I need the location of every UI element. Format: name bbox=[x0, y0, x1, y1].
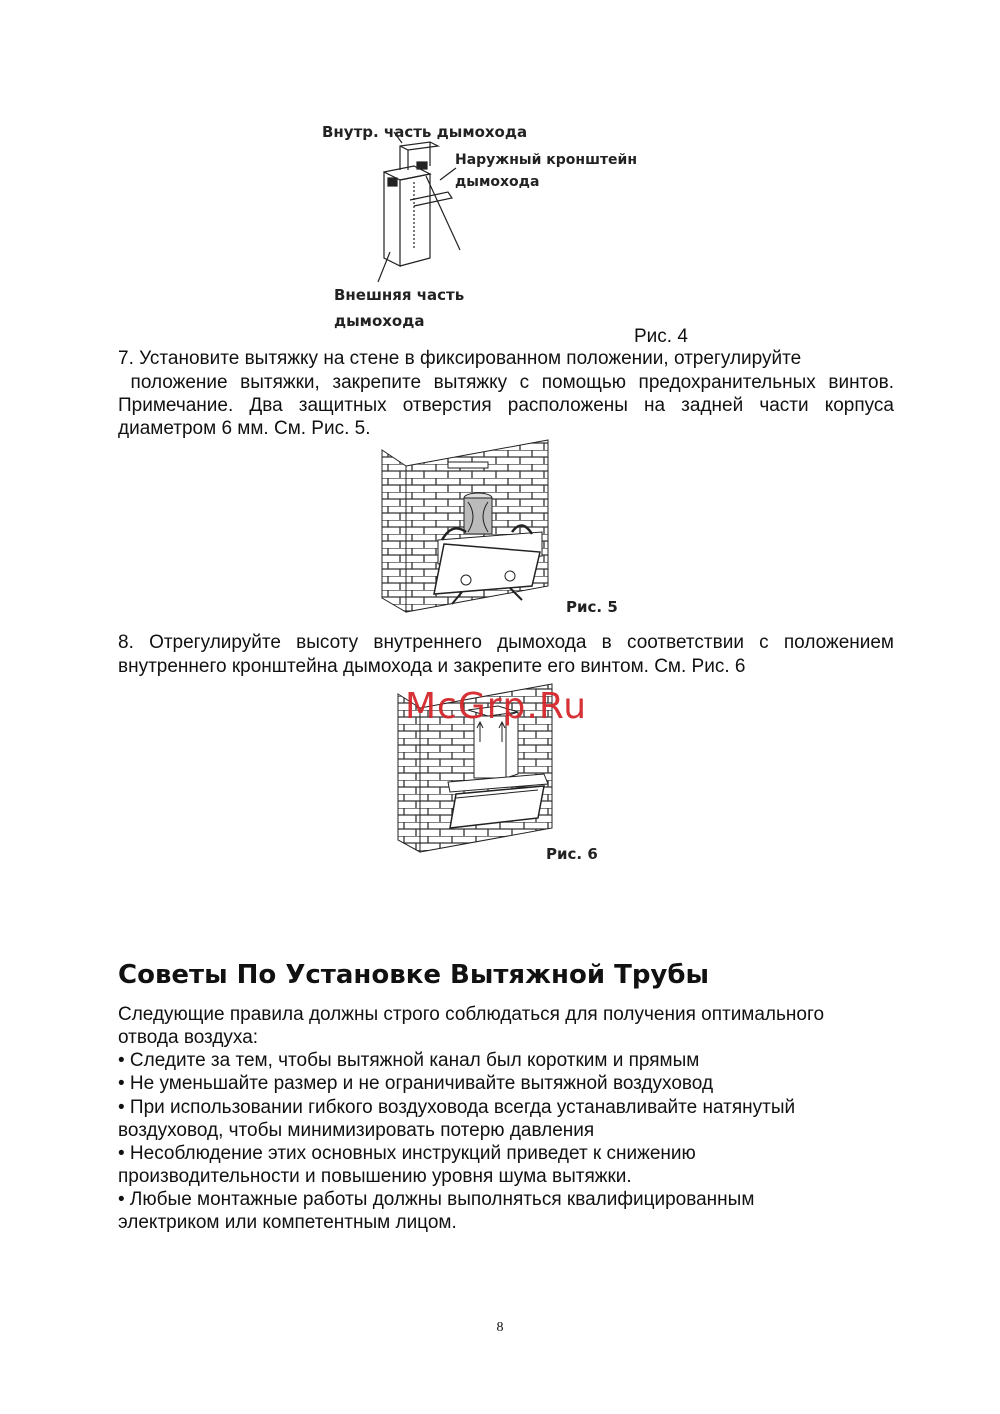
figure4-label-inner: Внутр. часть дымохода bbox=[322, 123, 528, 141]
figure4-label-outer-1: Внешняя часть bbox=[334, 286, 465, 304]
chimney-diagram bbox=[370, 140, 470, 280]
tips-intro-line-2: отвода воздуха: bbox=[118, 1027, 259, 1048]
step7-line-1: 7. Установите вытяжку на стене в фиксированном положении, отрегулируйте bbox=[118, 348, 802, 369]
tips-bullet-line-1: • Следите за тем, чтобы вытяжной канал был коротким и прямым bbox=[118, 1050, 700, 1071]
tips-bullet-line-3: • При использовании гибкого воздуховода всегда устанавливайте натянутый bbox=[118, 1097, 796, 1118]
tips-intro-line-1: Следующие правила должны строго соблюдаться для получения оптимального bbox=[118, 1004, 825, 1025]
watermark: McGrp.Ru bbox=[405, 686, 588, 727]
figure5-illustration bbox=[382, 436, 548, 612]
tips-bullet-line-2: • Не уменьшайте размер и не ограничивайте вытяжной воздуховод bbox=[118, 1073, 714, 1094]
step7-line-4: диаметром 6 мм. См. Рис. 5. bbox=[118, 418, 371, 439]
tips-bullet-line-8: электриком или компетентным лицом. bbox=[118, 1212, 457, 1233]
figure5-caption: Рис. 5 bbox=[566, 598, 618, 616]
step8-line-2: внутреннего кронштейна дымохода и закрепите его винтом. См. Рис. 6 bbox=[118, 656, 746, 677]
figure4-label-bracket-1: Наружный кронштейн bbox=[455, 152, 638, 168]
step8-line-1: 8. Отрегулируйте высоту внутреннего дымохода в соответствии с положением bbox=[118, 632, 894, 653]
step7-line-2: положение вытяжки, закрепите вытяжку с помощью предохранительных винтов. bbox=[118, 372, 894, 393]
tips-bullet-line-7: • Любые монтажные работы должны выполняться квалифицированным bbox=[118, 1189, 755, 1210]
tips-bullet-line-6: производительности и повышению уровня шума вытяжки. bbox=[118, 1166, 632, 1187]
figure4-label-bracket-2: дымохода bbox=[455, 174, 540, 190]
figure4-label-outer-2: дымохода bbox=[334, 312, 425, 330]
page-number: 8 bbox=[496, 1320, 504, 1335]
tips-bullet-line-5: • Несоблюдение этих основных инструкций приведет к снижению bbox=[118, 1143, 696, 1164]
figure4-caption: Рис. 4 bbox=[634, 326, 688, 347]
step7-line-3: Примечание. Два защитных отверстия расположены на задней части корпуса bbox=[118, 395, 894, 416]
section-title: Советы По Установке Вытяжной Трубы bbox=[118, 960, 710, 990]
figure6-caption: Рис. 6 bbox=[546, 845, 598, 863]
tips-bullet-line-4: воздуховод, чтобы минимизировать потерю давления bbox=[118, 1120, 595, 1141]
